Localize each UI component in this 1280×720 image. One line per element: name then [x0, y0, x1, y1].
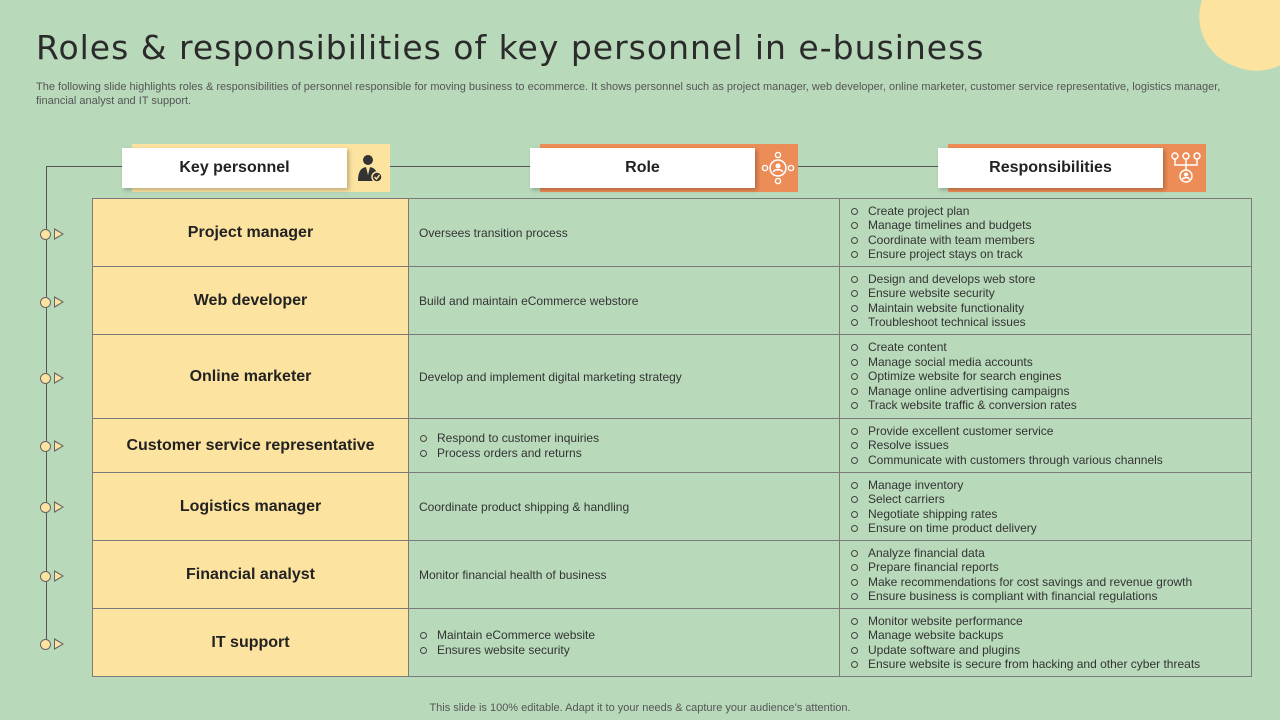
responsibility-item: Ensure project stays on track [850, 247, 1251, 262]
responsibility-item: Ensure website security [850, 286, 1251, 301]
hierarchy-icon [1164, 144, 1208, 192]
row-marker [40, 228, 66, 240]
personnel-cell: Customer service representative [93, 419, 409, 473]
responsibility-item: Resolve issues [850, 438, 1251, 453]
responsibilities-cell [840, 473, 1252, 541]
responsibilities-list [850, 272, 1251, 330]
role-item: Ensures website security [419, 643, 839, 658]
responsibilities-list [850, 614, 1251, 672]
responsibility-item: Manage social media accounts [850, 355, 1251, 370]
responsibilities-cell [840, 267, 1252, 335]
role-cell [409, 267, 840, 335]
role-text: Monitor financial health of business [419, 567, 607, 582]
role-text: Coordinate product shipping & handling [419, 499, 630, 514]
responsibilities-list [850, 546, 1251, 604]
role-network-icon [756, 144, 800, 192]
header-responsibilities-label: Responsibilities [938, 148, 1163, 188]
responsibility-item: Prepare financial reports [850, 560, 1251, 575]
responsibilities-cell [840, 541, 1252, 609]
role-cell [409, 335, 840, 419]
role-cell [409, 473, 840, 541]
table-row [93, 419, 1252, 473]
personnel-cell: Logistics manager [93, 473, 409, 541]
responsibility-item: Ensure business is compliant with financial regulations [850, 589, 1251, 604]
responsibility-item: Ensure on time product delivery [850, 521, 1251, 536]
table-row [93, 473, 1252, 541]
personnel-cell: Web developer [93, 267, 409, 335]
personnel-cell: Online marketer [93, 335, 409, 419]
responsibility-item: Communicate with customers through various channels [850, 453, 1251, 468]
responsibilities-cell [840, 419, 1252, 473]
responsibility-item: Provide excellent customer service [850, 424, 1251, 439]
table-row [93, 335, 1252, 419]
row-marker [40, 570, 66, 582]
personnel-cell: IT support [93, 609, 409, 677]
responsibility-item: Create content [850, 340, 1251, 355]
header-role [530, 144, 800, 192]
responsibility-item: Optimize website for search engines [850, 369, 1251, 384]
table-row [93, 199, 1252, 267]
responsibility-item: Negotiate shipping rates [850, 507, 1251, 522]
roles-table [92, 198, 1252, 677]
responsibility-item: Design and develops web store [850, 272, 1251, 287]
decorative-blob [1185, 0, 1280, 85]
header-key-personnel [122, 144, 392, 192]
header-key-personnel-label: Key personnel [122, 148, 347, 188]
role-list [419, 628, 839, 657]
responsibility-item: Manage website backups [850, 628, 1251, 643]
row-marker [40, 440, 66, 452]
responsibility-item: Troubleshoot technical issues [850, 315, 1251, 330]
table-row [93, 609, 1252, 677]
responsibility-item: Select carriers [850, 492, 1251, 507]
person-badge-icon [348, 144, 392, 192]
personnel-cell: Project manager [93, 199, 409, 267]
row-marker [40, 296, 66, 308]
responsibilities-cell [840, 335, 1252, 419]
table-row [93, 267, 1252, 335]
role-text: Develop and implement digital marketing strategy [419, 369, 682, 384]
role-list [419, 431, 839, 460]
role-text: Oversees transition process [419, 225, 568, 240]
role-cell [409, 419, 840, 473]
responsibilities-list [850, 478, 1251, 536]
role-cell [409, 609, 840, 677]
row-marker [40, 372, 66, 384]
responsibilities-list [850, 204, 1251, 262]
footer-note: This slide is 100% editable. Adapt it to your needs & capture your audience’s attention. [429, 702, 851, 714]
responsibility-item: Monitor website performance [850, 614, 1251, 629]
header-responsibilities [938, 144, 1208, 192]
responsibility-item: Maintain website functionality [850, 301, 1251, 316]
page-subtitle: The following slide highlights roles & responsibilities of personnel responsible for moving business to ecommerce. It shows personnel such as project manager, web developer, online marketer, customer service representative, logistics manager, financial analyst and IT support. [36, 81, 1221, 107]
role-cell [409, 541, 840, 609]
responsibility-item: Update software and plugins [850, 643, 1251, 658]
row-marker [40, 501, 66, 513]
responsibilities-list [850, 424, 1251, 468]
role-item: Process orders and returns [419, 446, 839, 461]
responsibilities-list [850, 340, 1251, 413]
responsibility-item: Create project plan [850, 204, 1251, 219]
header-role-label: Role [530, 148, 755, 188]
page-title: Roles & responsibilities of key personnel in e-business [36, 28, 985, 67]
responsibility-item: Make recommendations for cost savings and revenue growth [850, 575, 1251, 590]
table-row [93, 541, 1252, 609]
responsibility-item: Track website traffic & conversion rates [850, 398, 1251, 413]
responsibilities-cell [840, 199, 1252, 267]
responsibilities-cell [840, 609, 1252, 677]
responsibility-item: Manage online advertising campaigns [850, 384, 1251, 399]
role-cell [409, 199, 840, 267]
role-item: Respond to customer inquiries [419, 431, 839, 446]
responsibility-item: Manage timelines and budgets [850, 218, 1251, 233]
responsibility-item: Analyze financial data [850, 546, 1251, 561]
role-text: Build and maintain eCommerce webstore [419, 293, 639, 308]
responsibility-item: Ensure website is secure from hacking and other cyber threats [850, 657, 1251, 672]
responsibility-item: Coordinate with team members [850, 233, 1251, 248]
personnel-cell: Financial analyst [93, 541, 409, 609]
responsibility-item: Manage inventory [850, 478, 1251, 493]
row-marker [40, 638, 66, 650]
role-item: Maintain eCommerce website [419, 628, 839, 643]
